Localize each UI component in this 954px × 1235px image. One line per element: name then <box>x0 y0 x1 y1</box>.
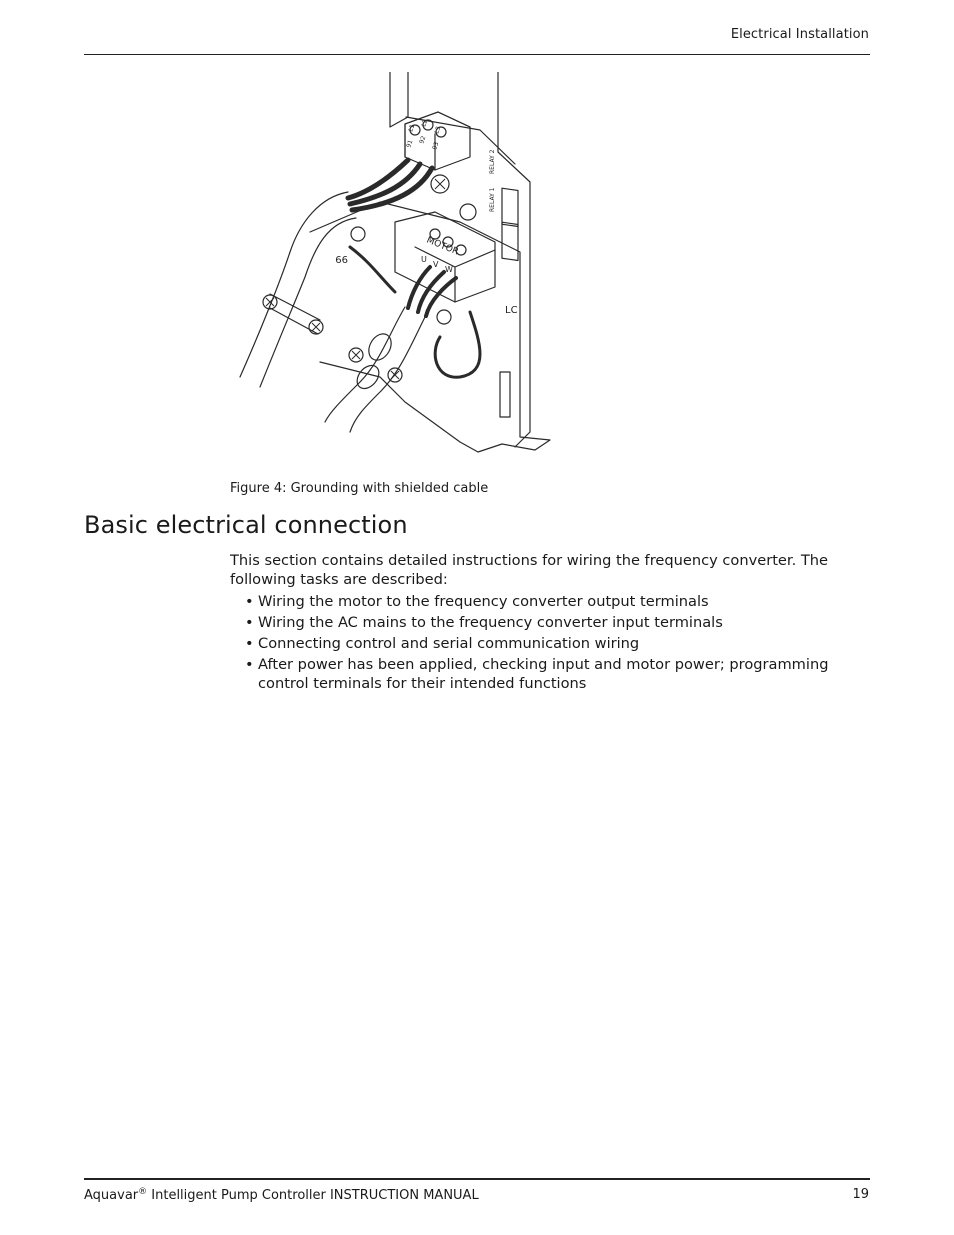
task-text: After power has been applied, checking input and motor power; programming control terminals for their intended functions <box>258 656 829 692</box>
manual-title: Intelligent Pump Controller INSTRUCTION MANUAL <box>147 1188 479 1203</box>
page-number: 19 <box>852 1187 869 1202</box>
figure-caption: Figure 4: Grounding with shielded cable <box>230 481 489 496</box>
bullet: • <box>245 593 254 610</box>
task-text: Wiring the AC mains to the frequency converter input terminals <box>258 614 723 631</box>
label-99: 99 <box>335 253 348 264</box>
label-motor: MOTOR <box>424 235 460 258</box>
bullet: • <box>245 635 254 652</box>
header-rule <box>84 54 870 55</box>
bullet: • <box>245 614 254 631</box>
task-list <box>245 593 845 696</box>
section-title: Basic electrical connection <box>84 511 408 539</box>
label-l1: L1 <box>407 123 417 133</box>
footer-rule <box>84 1178 870 1180</box>
label-92: 92 <box>418 135 428 145</box>
bullet: • <box>245 656 254 673</box>
list-item <box>245 614 845 633</box>
list-item <box>245 656 845 693</box>
label-l2: L2 <box>420 118 430 128</box>
label-relay-2: RELAY 2 <box>489 149 496 174</box>
grounding-figure <box>230 72 555 467</box>
list-item <box>245 635 845 654</box>
label-v: V <box>433 260 439 269</box>
label-l3: L3 <box>433 125 443 135</box>
label-91: 91 <box>405 139 415 149</box>
grounding-illustration <box>230 72 555 467</box>
list-item <box>245 593 845 612</box>
label-w: W <box>445 265 453 274</box>
label-relay-1: RELAY 1 <box>489 187 496 212</box>
task-text: Connecting control and serial communication wiring <box>258 635 640 652</box>
footer-document-title <box>84 1187 479 1203</box>
intro-paragraph: This section contains detailed instructions for wiring the frequency converter. The following tasks are described: <box>230 552 828 588</box>
running-header: Electrical Installation <box>730 27 869 42</box>
label-93: 93 <box>431 141 441 151</box>
task-text: Wiring the motor to the frequency converter output terminals <box>258 593 709 610</box>
label-u: U <box>421 255 427 264</box>
label-lc: LC <box>505 305 518 316</box>
registered-mark: ® <box>138 1187 148 1197</box>
brand-name: Aquavar <box>84 1188 139 1203</box>
